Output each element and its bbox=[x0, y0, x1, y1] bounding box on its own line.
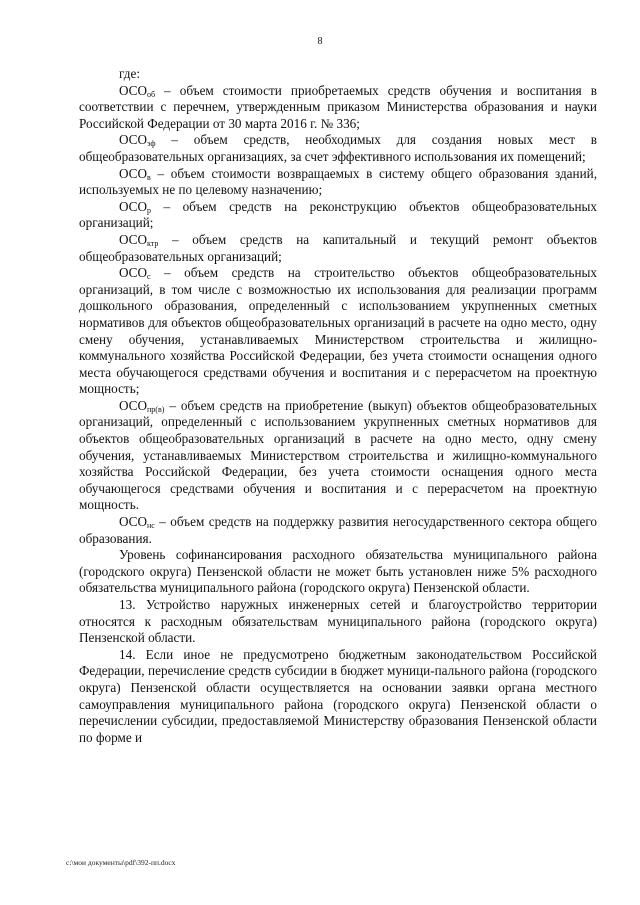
paragraph bbox=[79, 199, 597, 232]
variable-term: ОСО bbox=[119, 82, 148, 98]
paragraph-text: – объем средств на поддержку развития негосударственного сектора общего образования. bbox=[79, 514, 597, 546]
paragraph bbox=[79, 66, 597, 83]
paragraph-text: – объем стоимости приобретаемых средств обучения и воспитания в соответствии с перечнем, утвержденным приказом Министерства образования и науки Российской Федерации от 30 марта 2016 г. № 336; bbox=[79, 82, 597, 131]
variable-subscript: р bbox=[147, 205, 152, 215]
paragraph bbox=[79, 398, 597, 514]
paragraph-text: 13. Устройство наружных инженерных сетей и благоустройство территории относятся к расходным обязательствам муниципального района (городского округа) Пензенской области. bbox=[79, 597, 597, 646]
variable-term: ОСО bbox=[119, 397, 148, 413]
page-number: 8 bbox=[317, 36, 323, 47]
paragraph bbox=[79, 514, 597, 547]
variable-term: ОСО bbox=[119, 514, 148, 530]
paragraph-text: – объем средств на строительство объектов общеобразовательных организаций, в том числе с возможностью их использования для реализации программ дошкольного образования, определенный с использованием укрупненных сметных нормативов для объектов общеобразовательных организаций в расчете на одно место, одну смену обучения, устанавливаемых Министерством строительства и жилищно-коммунального хозяйства Российской Федерации, без учета стоимости оснащения одного места обучающегося средствами обучения и воспитания и с перерасчетом на проектную мощность; bbox=[79, 265, 597, 397]
file-path-footer: c:\мои документы\pdf\392-пп.docx bbox=[66, 858, 176, 867]
paragraph bbox=[79, 83, 597, 133]
paragraph-text: – объем стоимости возвращаемых в систему общего образования зданий, используемых не по целевому назначению; bbox=[79, 165, 597, 198]
variable-subscript: эф bbox=[147, 139, 156, 149]
variable-subscript: с bbox=[147, 272, 151, 282]
paragraph bbox=[79, 166, 597, 199]
variable-term: ОСО bbox=[119, 165, 148, 181]
variable-subscript: об bbox=[147, 89, 156, 99]
paragraph-text: – объем средств на капитальный и текущий ремонт объектов общеобразовательных организаций; bbox=[79, 231, 597, 264]
paragraph-text: где: bbox=[119, 66, 140, 81]
variable-term: ОСО bbox=[119, 132, 148, 148]
variable-subscript: пр(в) bbox=[147, 404, 165, 414]
variable-subscript: ктр bbox=[147, 238, 159, 248]
paragraph-text: – объем средств на приобретение (выкуп) объектов общеобразовательных организаций, определенный с использованием укрупненных сметных нормативов для объектов общеобразовательных организаций в расчете на одно место, одну смену обучения, устанавливаемых Министерством строительства и жилищно-коммунального хозяйства Российской Федерации, без учета стоимости оснащения одного места обучающегося средствами обучения и воспитания и с перерасчетом на проектную мощность. bbox=[79, 397, 597, 513]
paragraph-text: 14. Если иное не предусмотрено бюджетным законодательством Российской Федерации, перечисление средств субсидии в бюджет муници-пального района (городского округа) Пензенской области осуществляется на основании заявки органа местного самоуправления муниципального района (городского округа) Пензенской области о перечислении субсидии, предоставляемой Министерству образования Пензенской области по форме и bbox=[79, 646, 597, 745]
paragraph-text: – объем средств на реконструкцию объектов общеобразовательных организаций; bbox=[79, 198, 597, 231]
paragraph bbox=[79, 647, 597, 747]
variable-term: ОСО bbox=[119, 198, 148, 214]
paragraph bbox=[79, 132, 597, 165]
paragraph bbox=[79, 597, 597, 647]
document-body bbox=[79, 66, 597, 746]
paragraph bbox=[79, 265, 597, 398]
paragraph bbox=[79, 547, 597, 597]
variable-subscript: в bbox=[147, 172, 151, 182]
variable-term: ОСО bbox=[119, 265, 148, 281]
paragraph bbox=[79, 232, 597, 265]
variable-term: ОСО bbox=[119, 231, 148, 247]
paragraph-text: Уровень софинансирования расходного обязательства муниципального района (городского округа) Пензенской области не может быть установлен ниже 5% расходного обязательства муниципального района (городского округа) Пензенской области. bbox=[79, 547, 597, 596]
variable-subscript: нс bbox=[147, 521, 155, 531]
paragraph-text: – объем средств, необходимых для создания новых мест в общеобразовательных организациях, за счет эффективного использования их помещений; bbox=[79, 132, 597, 164]
